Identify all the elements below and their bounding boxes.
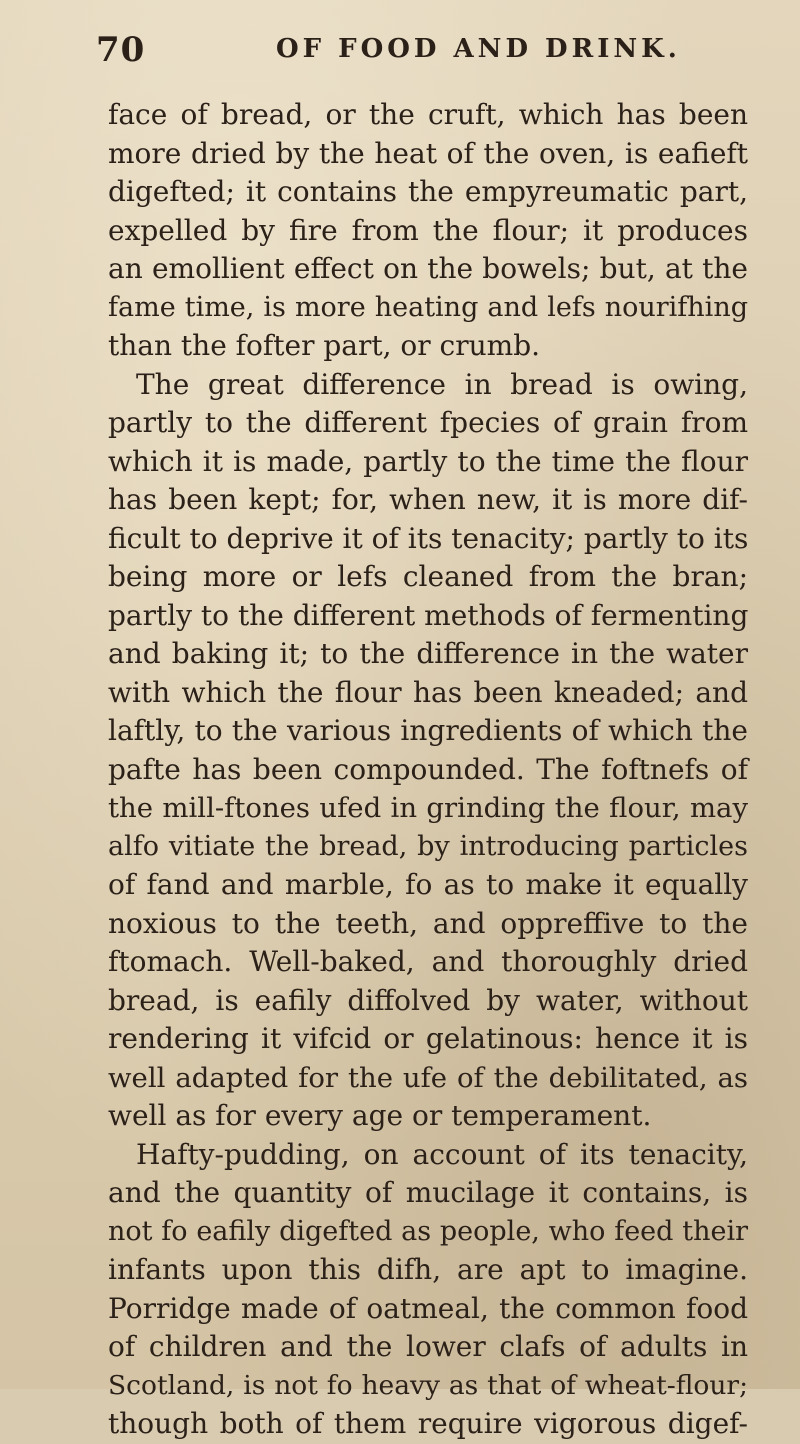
text-line: Porridge made of oatmeal, the common food: [108, 1291, 748, 1325]
text-line: with which the flour has been kneaded; and: [108, 675, 748, 709]
text-line: laftly, to the various ingredients of which the: [108, 714, 748, 747]
text-line: and the quantity of mucilage it contains, is: [108, 1176, 748, 1209]
text-line: not fo eafily digefted as people, who feed their: [108, 1215, 748, 1247]
text-line: ftomach. Well-baked, and thoroughly dried: [108, 945, 748, 978]
text-line: of fand and marble, fo as to make it equally: [108, 868, 748, 901]
text-line: than the fofter part, or crumb.: [108, 329, 541, 362]
text-line: rendering it vifcid or gelatinous: hence it is: [108, 1022, 748, 1055]
text-line: more dried by the heat of the oven, is eafieft: [108, 136, 748, 170]
text-line: of children and the lower clafs of adults in: [108, 1330, 748, 1363]
running-head-title: OF FOOD AND DRINK.: [276, 34, 681, 64]
text-line: the mill-ftones ufed in grinding the flour, may: [108, 792, 748, 824]
text-line: well adapted for the ufe of the debilitated, as: [108, 1061, 748, 1094]
text-line: and baking it; to the difference in the water: [108, 637, 748, 670]
text-line: The great difference in bread is owing,: [136, 367, 748, 401]
text-line: which it is made, partly to the time the flour: [108, 444, 748, 478]
text-line: expelled by fire from the flour; it produces: [108, 213, 748, 247]
text-line: face of bread, or the cruft, which has been: [108, 98, 748, 131]
text-line: bread, is eafily diffolved by water, without: [108, 983, 748, 1017]
text-line: has been kept; for, when new, it is more dif-: [108, 483, 748, 516]
running-head: [96, 24, 736, 76]
text-line: digefted; it contains the empyreumatic part,: [108, 175, 748, 208]
text-line: pafte has been compounded. The foftnefs of: [108, 752, 748, 786]
page-number: 70: [96, 30, 146, 70]
text-line: though both of them require vigorous digef-: [108, 1407, 748, 1440]
body-text: [108, 96, 748, 1444]
text-line: fame time, is more heating and lefs nourifhing: [108, 291, 748, 323]
text-line: being more or lefs cleaned from the bran;: [108, 560, 748, 593]
text-line: partly to the different methods of fermenting: [108, 598, 749, 632]
text-line: an emollient effect on the bowels; but, at the: [108, 252, 748, 285]
text-line: noxious to the teeth, and oppreffive to the: [108, 906, 748, 940]
text-line: well as for every age or temperament.: [108, 1099, 652, 1132]
text-line: Hafty-pudding, on account of its tenacity,: [136, 1137, 748, 1171]
text-line: partly to the different fpecies of grain from: [108, 406, 748, 439]
text-line: alfo vitiate the bread, by introducing particles: [108, 830, 748, 862]
text-line: infants upon this difh, are apt to imagine.: [108, 1253, 748, 1286]
text-line: Scotland, is not fo heavy as that of wheat-flour;: [108, 1369, 748, 1401]
text-line: ficult to deprive it of its tenacity; partly to its: [108, 521, 749, 555]
